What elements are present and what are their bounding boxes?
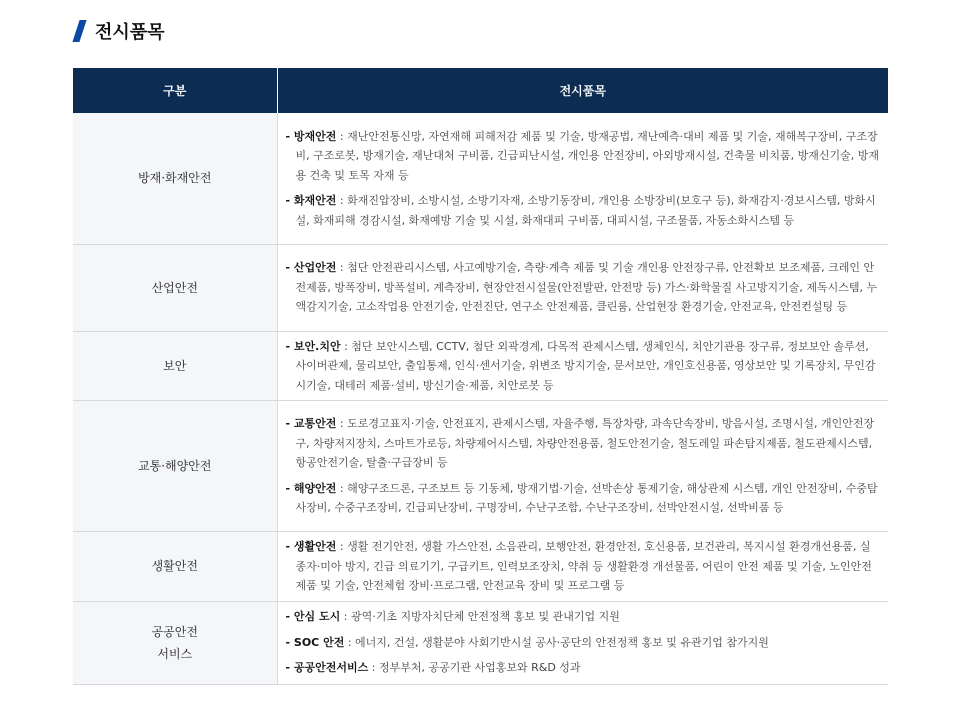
list-item: - 보안.치안 : 첨단 보안시스템, CCTV, 첨단 외곽경계, 다목적 관제시스템, 생체인식, 치안기관용 장구류, 정보보안 솔루션, 사이버관제, 물리보안, 출입통제, 인식·센서기술, 위변조 방지기술, 문서보안, 개인호신용품, 영상보안 및 기록장치, 무인감시기술, 대테러 제품·설비, 방신기술·제품, 치안로봇 등: [285, 339, 876, 392]
row-category: 공공안전 서비스: [73, 601, 277, 684]
row-items: [277, 331, 888, 401]
item-label: 공공안전서비스: [293, 661, 369, 675]
item-label: 화재안전: [293, 194, 337, 207]
list-item: - 해양안전 : 해양구조드론, 구조보트 등 기동체, 방재기법·기술, 선박손상 통제기술, 해상관제 시스템, 개인 안전장비, 수중탐사장비, 수중구조장비, 긴급피난장비, 구명장비, 수난구조함, 수난구조장비, 선박안전시설, 선박비품 등: [285, 481, 878, 515]
item-label: SOC 안전: [293, 635, 345, 649]
item-label: 안심 도시: [293, 610, 341, 624]
row-category: 보안: [73, 331, 277, 401]
item-text: : 생활 전기안전, 생활 가스안전, 소음관리, 보행안전, 환경안전, 호신용품, 보건관리, 복지시설 환경개선용품, 실종자·미아 방지, 긴급 의료기기, 구급키트, 인력보조장치, 약취 등 생활환경 개선물품, 어린이 안전 제품 및 기술, 노인안전 제품 및 기술, 안전체험 장비·프로그램, 안전교육 장비 및 프로그램 등: [295, 540, 872, 592]
table-row: [73, 113, 888, 244]
row-items: [277, 401, 888, 532]
item-label: 교통안전: [293, 417, 337, 431]
page-title: 전시품목: [95, 22, 165, 43]
table-row: [73, 601, 888, 684]
list-item: - 산업안전 : 첨단 안전관리시스템, 사고예방기술, 측량·계측 제품 및 기술 개인용 안전장구류, 안전확보 보조제품, 크레인 안전제품, 방폭장비, 방폭설비, 계측장비, 현장안전시설물(안전발판, 안전망 등) 가스·화학물질 사고방지기술, 제독시스템, 누액감지기술, 고소작업용 안전기술, 안전진단, 연구소 안전제품, 클린룸, 산업현장 환경기술, 안전교육, 안전컨설팅 등: [285, 261, 878, 314]
list-item: - 화재안전 : 화재진압장비, 소방시설, 소방기자재, 소방기동장비, 개인용 소방장비(보호구 등), 화재감지·경보시스템, 방화시설, 화재피해 경감시설, 화재예방 기술 및 시설, 화재대피 구비품, 대피시설, 구조물품, 자동소화시스템 등: [285, 194, 876, 227]
item-text: : 해양구조드론, 구조보트 등 기동체, 방재기법·기술, 선박손상 통제기술, 해상관제 시스템, 개인 안전장비, 수중탐사장비, 수중구조장비, 긴급피난장비, 구명장비, 수난구조함, 수난구조장비, 선박안전시설, 선박비품 등: [295, 481, 878, 515]
list-item: - 생활안전 : 생활 전기안전, 생활 가스안전, 소음관리, 보행안전, 환경안전, 호신용품, 보건관리, 복지시설 환경개선용품, 실종자·미아 방지, 긴급 의료기기, 구급키트, 인력보조장치, 약취 등 생활환경 개선물품, 어린이 안전 제품 및 기술, 노인안전 제품 및 기술, 안전체험 장비·프로그램, 안전교육 장비 및 프로그램 등: [285, 540, 872, 592]
item-label: 방재안전: [293, 129, 337, 143]
list-item: - 방재안전 : 재난안전통신망, 자연재해 피해저감 제품 및 기술, 방재공법, 재난예측·대비 제품 및 기술, 재해복구장비, 구조장비, 구조로봇, 방재기술, 재난대처 구비품, 긴급피난시설, 개인용 안전장비, 아외방재시설, 건축물 비치품, 방재신기술, 방재용 건축 및 토목 자재 등: [285, 129, 879, 182]
row-items: [277, 532, 888, 602]
item-label: 보안.치안: [293, 339, 341, 353]
item-label: 생활안전: [293, 540, 337, 553]
table-row: [73, 532, 888, 602]
item-text: : 화재진압장비, 소방시설, 소방기자재, 소방기동장비, 개인용 소방장비(보호구 등), 화재감지·경보시스템, 방화시설, 화재피해 경감시설, 화재예방 기술 및 시설, 화재대피 구비품, 대피시설, 구조물품, 자동소화시스템 등: [295, 194, 876, 227]
table-row: [73, 331, 888, 401]
item-text: : 정부부처, 공공기관 사업홍보와 R&D 성과: [368, 661, 581, 675]
title-accent-bar: [72, 20, 86, 42]
row-category: 생활안전: [73, 532, 277, 602]
list-item: - SOC 안전 : 에너지, 건설, 생활분야 사회기반시설 공사·공단의 안전정책 홍보 및 유관기업 참가지원: [285, 635, 769, 649]
section-title: [76, 18, 165, 44]
table-header-row: [73, 68, 888, 113]
item-text: : 도로경고표지·기술, 안전표지, 관제시스템, 자율주행, 특장차량, 과속단속장비, 방음시설, 조명시설, 개인안전장구, 차량저지장치, 스마트가로등, 차량제어시스템, 차량안전용품, 철도안전기술, 철도레일 파손탐지제품, 철도관제시스템, 항공안전기술, 탈출·구급장비 등: [295, 417, 875, 470]
item-text: : 첨단 보안시스템, CCTV, 첨단 외곽경계, 다목적 관제시스템, 생체인식, 치안기관용 장구류, 정보보안 솔루션, 사이버관제, 물리보안, 출입통제, 인식·센서기술, 위변조 방지기술, 문서보안, 개인호신용품, 영상보안 및 기록장치, 무인감시기술, 대테러 제품·설비, 방신기술·제품, 치안로봇 등: [295, 339, 876, 392]
item-label: 해양안전: [293, 481, 337, 495]
row-items: [277, 113, 888, 244]
row-category: 방재·화재안전: [73, 113, 277, 244]
row-category: 산업안전: [73, 244, 277, 331]
header-items: 전시품목: [277, 68, 888, 113]
list-item: - 교통안전 : 도로경고표지·기술, 안전표지, 관제시스템, 자율주행, 특장차량, 과속단속장비, 방음시설, 조명시설, 개인안전장구, 차량저지장치, 스마트가로등, 차량제어시스템, 차량안전용품, 철도안전기술, 철도레일 파손탐지제품, 철도관제시스템, 항공안전기술, 탈출·구급장비 등: [285, 417, 875, 470]
item-label: 산업안전: [293, 261, 337, 275]
header-category: 구분: [73, 68, 277, 113]
row-items: [277, 601, 888, 684]
list-item: - 안심 도시 : 광역·기초 지방자치단체 안전정책 홍보 및 관내기업 지원: [285, 610, 620, 624]
exhibit-items-table: [73, 68, 888, 685]
item-text: : 에너지, 건설, 생활분야 사회기반시설 공사·공단의 안전정책 홍보 및 유관기업 참가지원: [344, 635, 769, 649]
table-row: [73, 401, 888, 532]
row-category: 교통·해양안전: [73, 401, 277, 532]
list-item: - 공공안전서비스 : 정부부처, 공공기관 사업홍보와 R&D 성과: [285, 661, 581, 675]
item-text: : 첨단 안전관리시스템, 사고예방기술, 측량·계측 제품 및 기술 개인용 안전장구류, 안전확보 보조제품, 크레인 안전제품, 방폭장비, 방폭설비, 계측장비, 현장안전시설물(안전발판, 안전망 등) 가스·화학물질 사고방지기술, 제독시스템, 누액감지기술, 고소작업용 안전기술, 안전진단, 연구소 안전제품, 클린룸, 산업현장 환경기술, 안전교육, 안전컨설팅 등: [295, 261, 878, 314]
row-items: [277, 244, 888, 331]
item-text: : 재난안전통신망, 자연재해 피해저감 제품 및 기술, 방재공법, 재난예측·대비 제품 및 기술, 재해복구장비, 구조장비, 구조로봇, 방재기술, 재난대처 구비품, 긴급피난시설, 개인용 안전장비, 아외방재시설, 건축물 비치품, 방재신기술, 방재용 건축 및 토목 자재 등: [295, 129, 879, 182]
item-text: : 광역·기초 지방자치단체 안전정책 홍보 및 관내기업 지원: [340, 610, 620, 624]
table-row: [73, 244, 888, 331]
